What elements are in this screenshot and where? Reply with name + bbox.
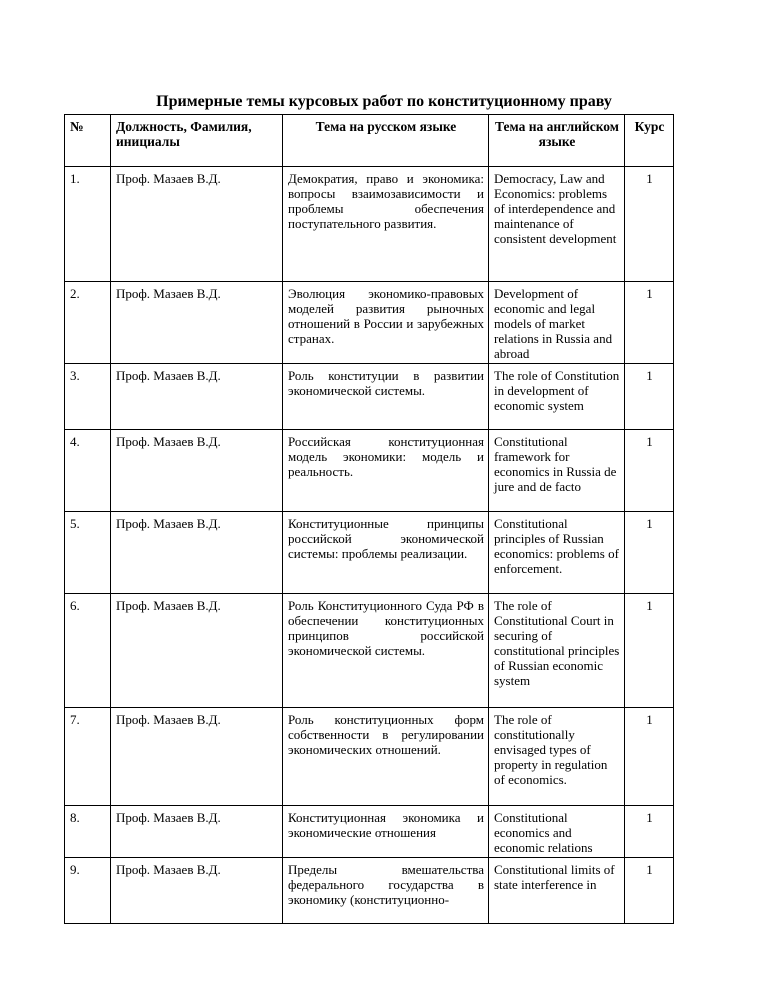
row-topic-english: Constitutional limits of state interference in — [489, 858, 625, 924]
table-row — [65, 430, 674, 512]
row-name: Проф. Мазаев В.Д. — [111, 708, 283, 806]
table-row — [65, 512, 674, 594]
row-course: 1 — [625, 806, 674, 858]
row-course: 1 — [625, 512, 674, 594]
header-name: Должность, Фамилия, инициалы — [111, 115, 283, 167]
table-row — [65, 594, 674, 708]
header-topic-english: Тема на английском языке — [489, 115, 625, 167]
row-topic-english: The role of Constitution in development of economic system — [489, 364, 625, 430]
row-number: 9. — [65, 858, 111, 924]
row-course: 1 — [625, 594, 674, 708]
topics-table — [64, 114, 674, 924]
row-number: 1. — [65, 167, 111, 282]
row-number: 2. — [65, 282, 111, 364]
row-name: Проф. Мазаев В.Д. — [111, 364, 283, 430]
row-topic-russian: Эволюция экономико-правовых моделей развития рыночных отношений в России и зарубежных странах. — [283, 282, 489, 364]
row-name: Проф. Мазаев В.Д. — [111, 594, 283, 708]
row-topic-russian: Роль Конституционного Суда РФ в обеспечении конституционных принципов российской экономической системы. — [283, 594, 489, 708]
row-topic-russian: Пределы вмешательства федерального государства в экономику (конституционно- — [283, 858, 489, 924]
table-row — [65, 708, 674, 806]
table-row — [65, 167, 674, 282]
row-name: Проф. Мазаев В.Д. — [111, 167, 283, 282]
row-topic-russian: Роль конституционных форм собственности в регулировании экономических отношений. — [283, 708, 489, 806]
row-topic-russian: Демократия, право и экономика: вопросы взаимозависимости и проблемы обеспечения поступательного развития. — [283, 167, 489, 282]
table-row — [65, 364, 674, 430]
row-course: 1 — [625, 167, 674, 282]
row-topic-english: The role of constitutionally envisaged types of property in regulation of economics. — [489, 708, 625, 806]
header-course: Курс — [625, 115, 674, 167]
page-title: Примерные темы курсовых работ по конституционному праву — [156, 93, 612, 110]
row-name: Проф. Мазаев В.Д. — [111, 806, 283, 858]
row-name: Проф. Мазаев В.Д. — [111, 430, 283, 512]
row-name: Проф. Мазаев В.Д. — [111, 858, 283, 924]
row-topic-russian: Конституционные принципы российской экономической системы: проблемы реализации. — [283, 512, 489, 594]
header-topic-russian: Тема на русском языке — [283, 115, 489, 167]
row-number: 6. — [65, 594, 111, 708]
row-topic-english: Development of economic and legal models of market relations in Russia and abroad — [489, 282, 625, 364]
row-topic-russian: Конституционная экономика и экономические отношения — [283, 806, 489, 858]
row-number: 4. — [65, 430, 111, 512]
row-course: 1 — [625, 364, 674, 430]
row-course: 1 — [625, 858, 674, 924]
table-row — [65, 806, 674, 858]
row-course: 1 — [625, 282, 674, 364]
row-number: 8. — [65, 806, 111, 858]
row-topic-english: Constitutional economics and economic relations — [489, 806, 625, 858]
table-row — [65, 858, 674, 924]
row-course: 1 — [625, 708, 674, 806]
header-number: № — [65, 115, 111, 167]
row-name: Проф. Мазаев В.Д. — [111, 282, 283, 364]
row-number: 3. — [65, 364, 111, 430]
row-number: 5. — [65, 512, 111, 594]
row-topic-english: The role of Constitutional Court in securing of constitutional principles of Russian economic system — [489, 594, 625, 708]
row-name: Проф. Мазаев В.Д. — [111, 512, 283, 594]
row-topic-english: Constitutional principles of Russian economics: problems of enforcement. — [489, 512, 625, 594]
row-number: 7. — [65, 708, 111, 806]
row-topic-english: Democracy, Law and Economics: problems of interdependence and maintenance of consistent development — [489, 167, 625, 282]
row-topic-english: Constitutional framework for economics in Russia de jure and de facto — [489, 430, 625, 512]
row-topic-russian: Роль конституции в развитии экономической системы. — [283, 364, 489, 430]
table-header-row — [65, 115, 674, 167]
row-topic-russian: Российская конституционная модель экономики: модель и реальность. — [283, 430, 489, 512]
table-row — [65, 282, 674, 364]
row-course: 1 — [625, 430, 674, 512]
